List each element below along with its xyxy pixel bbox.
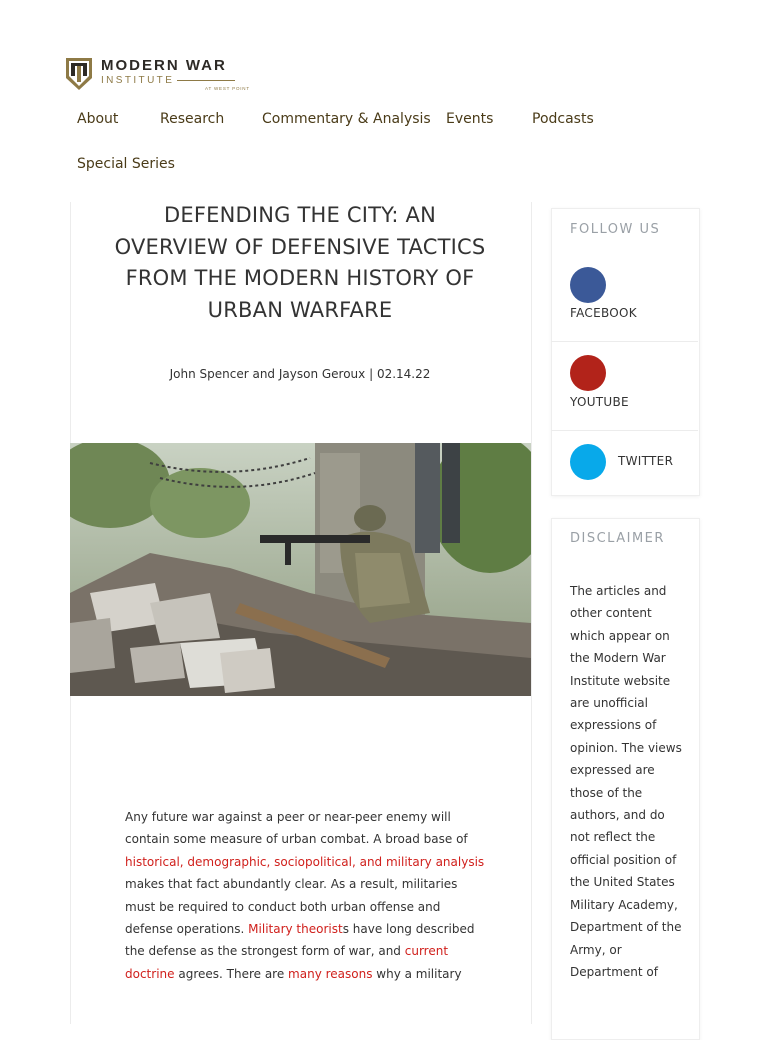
byline-separator: | bbox=[365, 367, 377, 381]
article-byline bbox=[110, 367, 490, 381]
logo-rule bbox=[177, 80, 235, 81]
body-link-many-reasons[interactable]: many reasons bbox=[288, 966, 373, 981]
body-text: why a military bbox=[372, 966, 462, 981]
article-title: DEFENDING THE CITY: AN OVERVIEW OF DEFENSIVE TACTICS FROM THE MODERN HISTORY OF URBAN WARFARE bbox=[114, 203, 486, 322]
body-link-military-theorist[interactable]: Military theorist bbox=[248, 922, 343, 937]
youtube-label: YOUTUBE bbox=[570, 395, 629, 409]
nav-item-research[interactable]: Research bbox=[160, 111, 225, 127]
body-text: makes that fact abundantly clear. As a result, militaries must be required to conduct both urban offense and defense operations. bbox=[125, 877, 458, 937]
article-body bbox=[125, 806, 485, 985]
facebook-icon bbox=[570, 267, 606, 303]
article-authors[interactable]: John Spencer and Jayson Geroux bbox=[169, 367, 366, 381]
body-text: Any future war against a peer or near-peer enemy will contain some measure of urban combat. A broad base of bbox=[125, 810, 468, 847]
twitter-icon bbox=[570, 444, 606, 480]
nav-item-podcasts[interactable]: Podcasts bbox=[532, 111, 594, 127]
disclaimer-heading: DISCLAIMER bbox=[570, 531, 665, 546]
logo-shield-icon bbox=[64, 56, 94, 92]
body-link-analysis[interactable]: historical, demographic, sociopolitical, and military analysis bbox=[125, 854, 485, 869]
logo-subtitle: INSTITUTE bbox=[101, 75, 175, 86]
article-date: 02.14.22 bbox=[376, 367, 431, 381]
nav-item-special-series[interactable]: Special Series bbox=[77, 156, 175, 172]
body-link-current-doctrine[interactable]: current doctrine bbox=[125, 944, 449, 981]
follow-us-heading: FOLLOW US bbox=[570, 222, 661, 237]
body-text: s have long described the defense as the strongest form of war, and bbox=[125, 922, 475, 959]
social-divider bbox=[551, 341, 698, 342]
disclaimer-text: The articles and other content which appear on the Modern War Institute website are unofficial expressions of opinion. The views expressed are those of the authors, and do not reflect the official position of the United States Military Academy, Department of the Army, or Department of bbox=[570, 584, 682, 979]
twitter-label: TWITTER bbox=[618, 454, 674, 468]
youtube-icon bbox=[570, 355, 606, 391]
nav-item-about[interactable]: About bbox=[77, 111, 119, 127]
facebook-label: FACEBOOK bbox=[570, 306, 637, 320]
article-hero-image bbox=[70, 443, 531, 696]
site-logo[interactable] bbox=[64, 56, 254, 96]
nav-item-events[interactable]: Events bbox=[446, 111, 494, 127]
nav-item-commentary[interactable]: Commentary & Analysis bbox=[262, 111, 431, 127]
logo-title: MODERN WAR bbox=[101, 57, 227, 74]
logo-tagline: AT WEST POINT bbox=[205, 86, 250, 91]
social-divider bbox=[551, 430, 698, 431]
body-text: agrees. There are bbox=[174, 966, 289, 981]
